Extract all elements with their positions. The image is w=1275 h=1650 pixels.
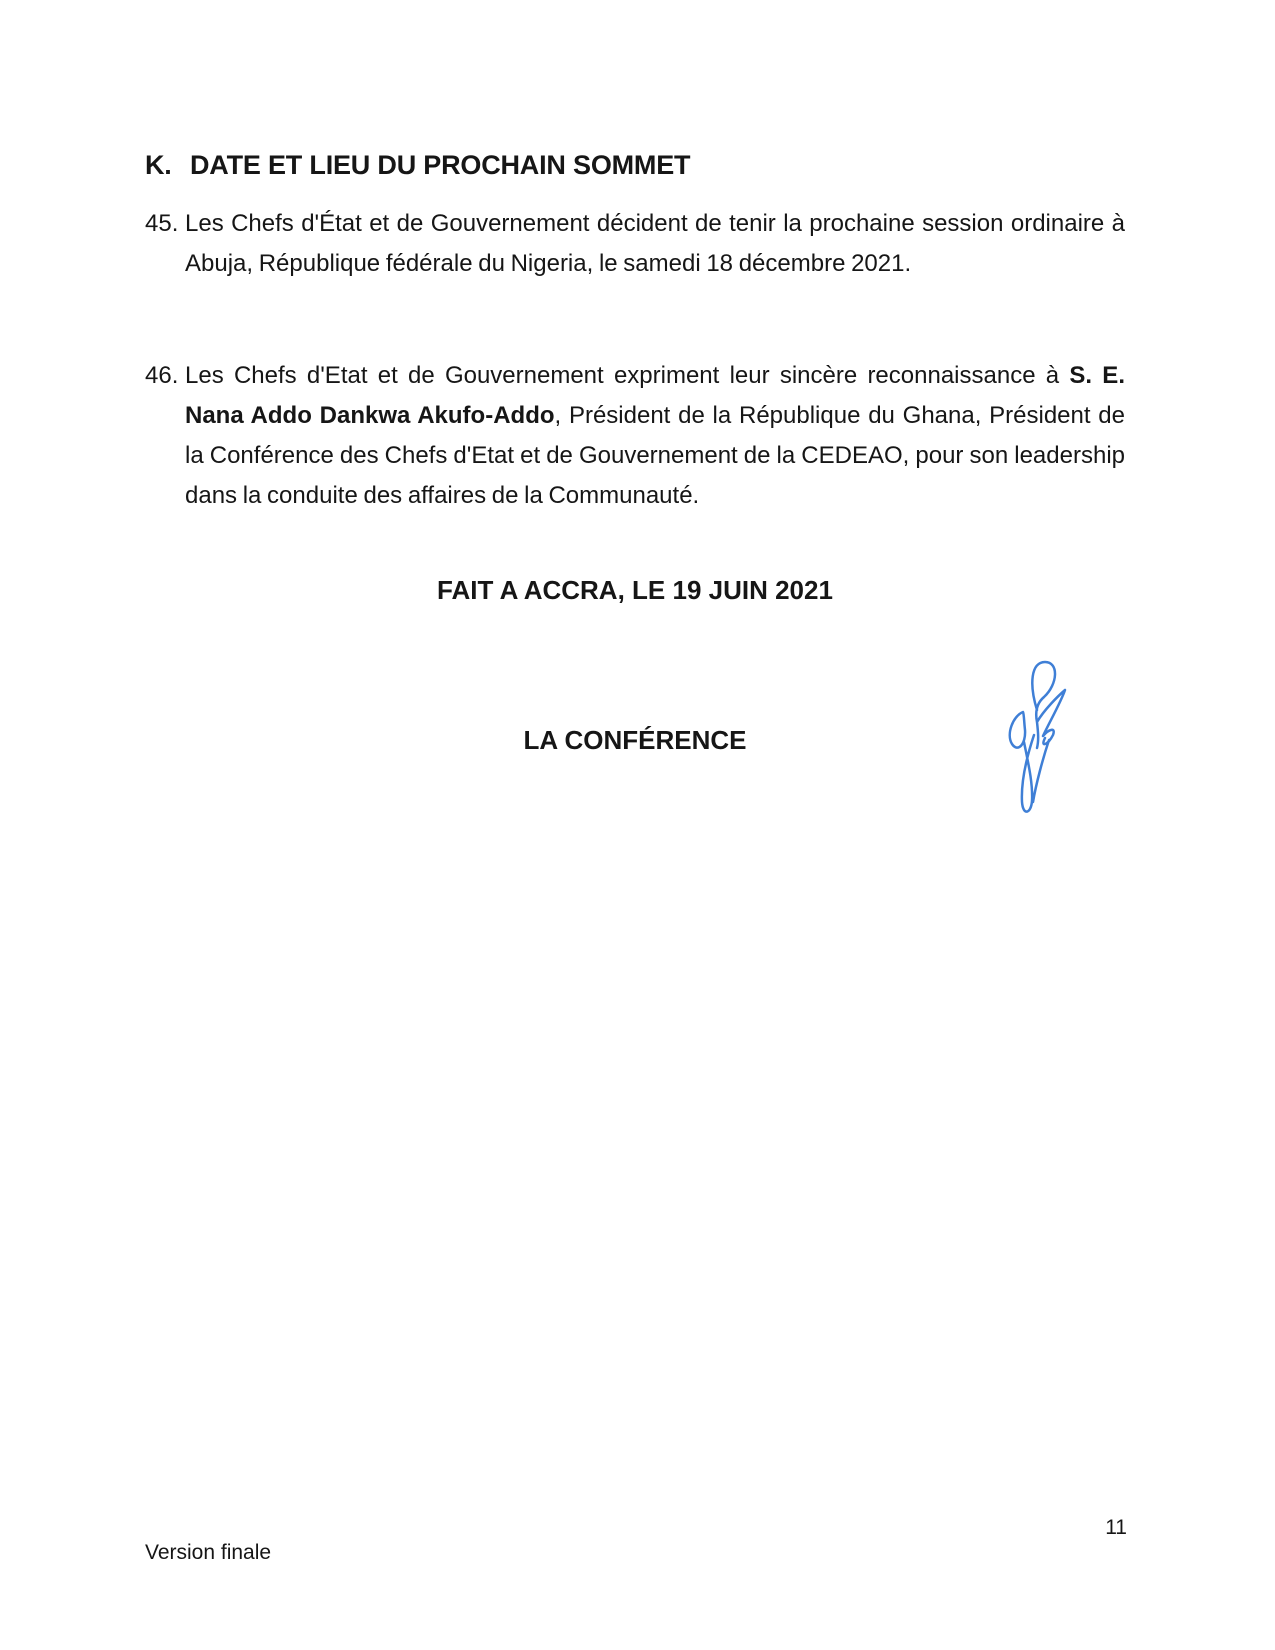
- section-title: DATE ET LIEU DU PROCHAIN SOMMET: [190, 150, 691, 180]
- dateline: FAIT A ACCRA, LE 19 JUIN 2021: [437, 575, 833, 605]
- signature-scribble: [985, 652, 1075, 817]
- paragraph-text-segment: Les Chefs d'Etat et de Gouvernement expriment leur sincère reconnaissance à: [185, 362, 1070, 389]
- section-heading: [145, 150, 1125, 180]
- paragraph-number: 45.: [145, 210, 179, 237]
- signoff: LA CONFÉRENCE: [523, 725, 747, 755]
- section-letter: K.: [145, 150, 172, 180]
- signature-stroke: [1010, 662, 1065, 812]
- paragraph-46: [145, 356, 1125, 516]
- paragraph-text: Les Chefs d'État et de Gouvernement décident de tenir la prochaine session ordinaire à Abuja, République fédérale du Nigeria, le samedi 18 décembre 2021.: [185, 210, 1125, 277]
- paragraph-45: [145, 204, 1125, 284]
- paragraph-text-segment: , Président de la République du Ghana, Président de la Conférence des Chefs d'Etat et de Gouvernement de la CEDEAO, pour son leadership dans la conduite des affaires de la Communauté.: [185, 402, 1125, 509]
- honoree-name: S. E. Nana Addo Dankwa Akufo-Addo: [185, 362, 1125, 429]
- version-label: Version finale: [145, 1541, 272, 1564]
- paragraph-text: [185, 356, 1125, 516]
- paragraph-number: 46.: [145, 362, 179, 389]
- page-number: 11: [1105, 1516, 1127, 1539]
- document-content: [145, 150, 1125, 756]
